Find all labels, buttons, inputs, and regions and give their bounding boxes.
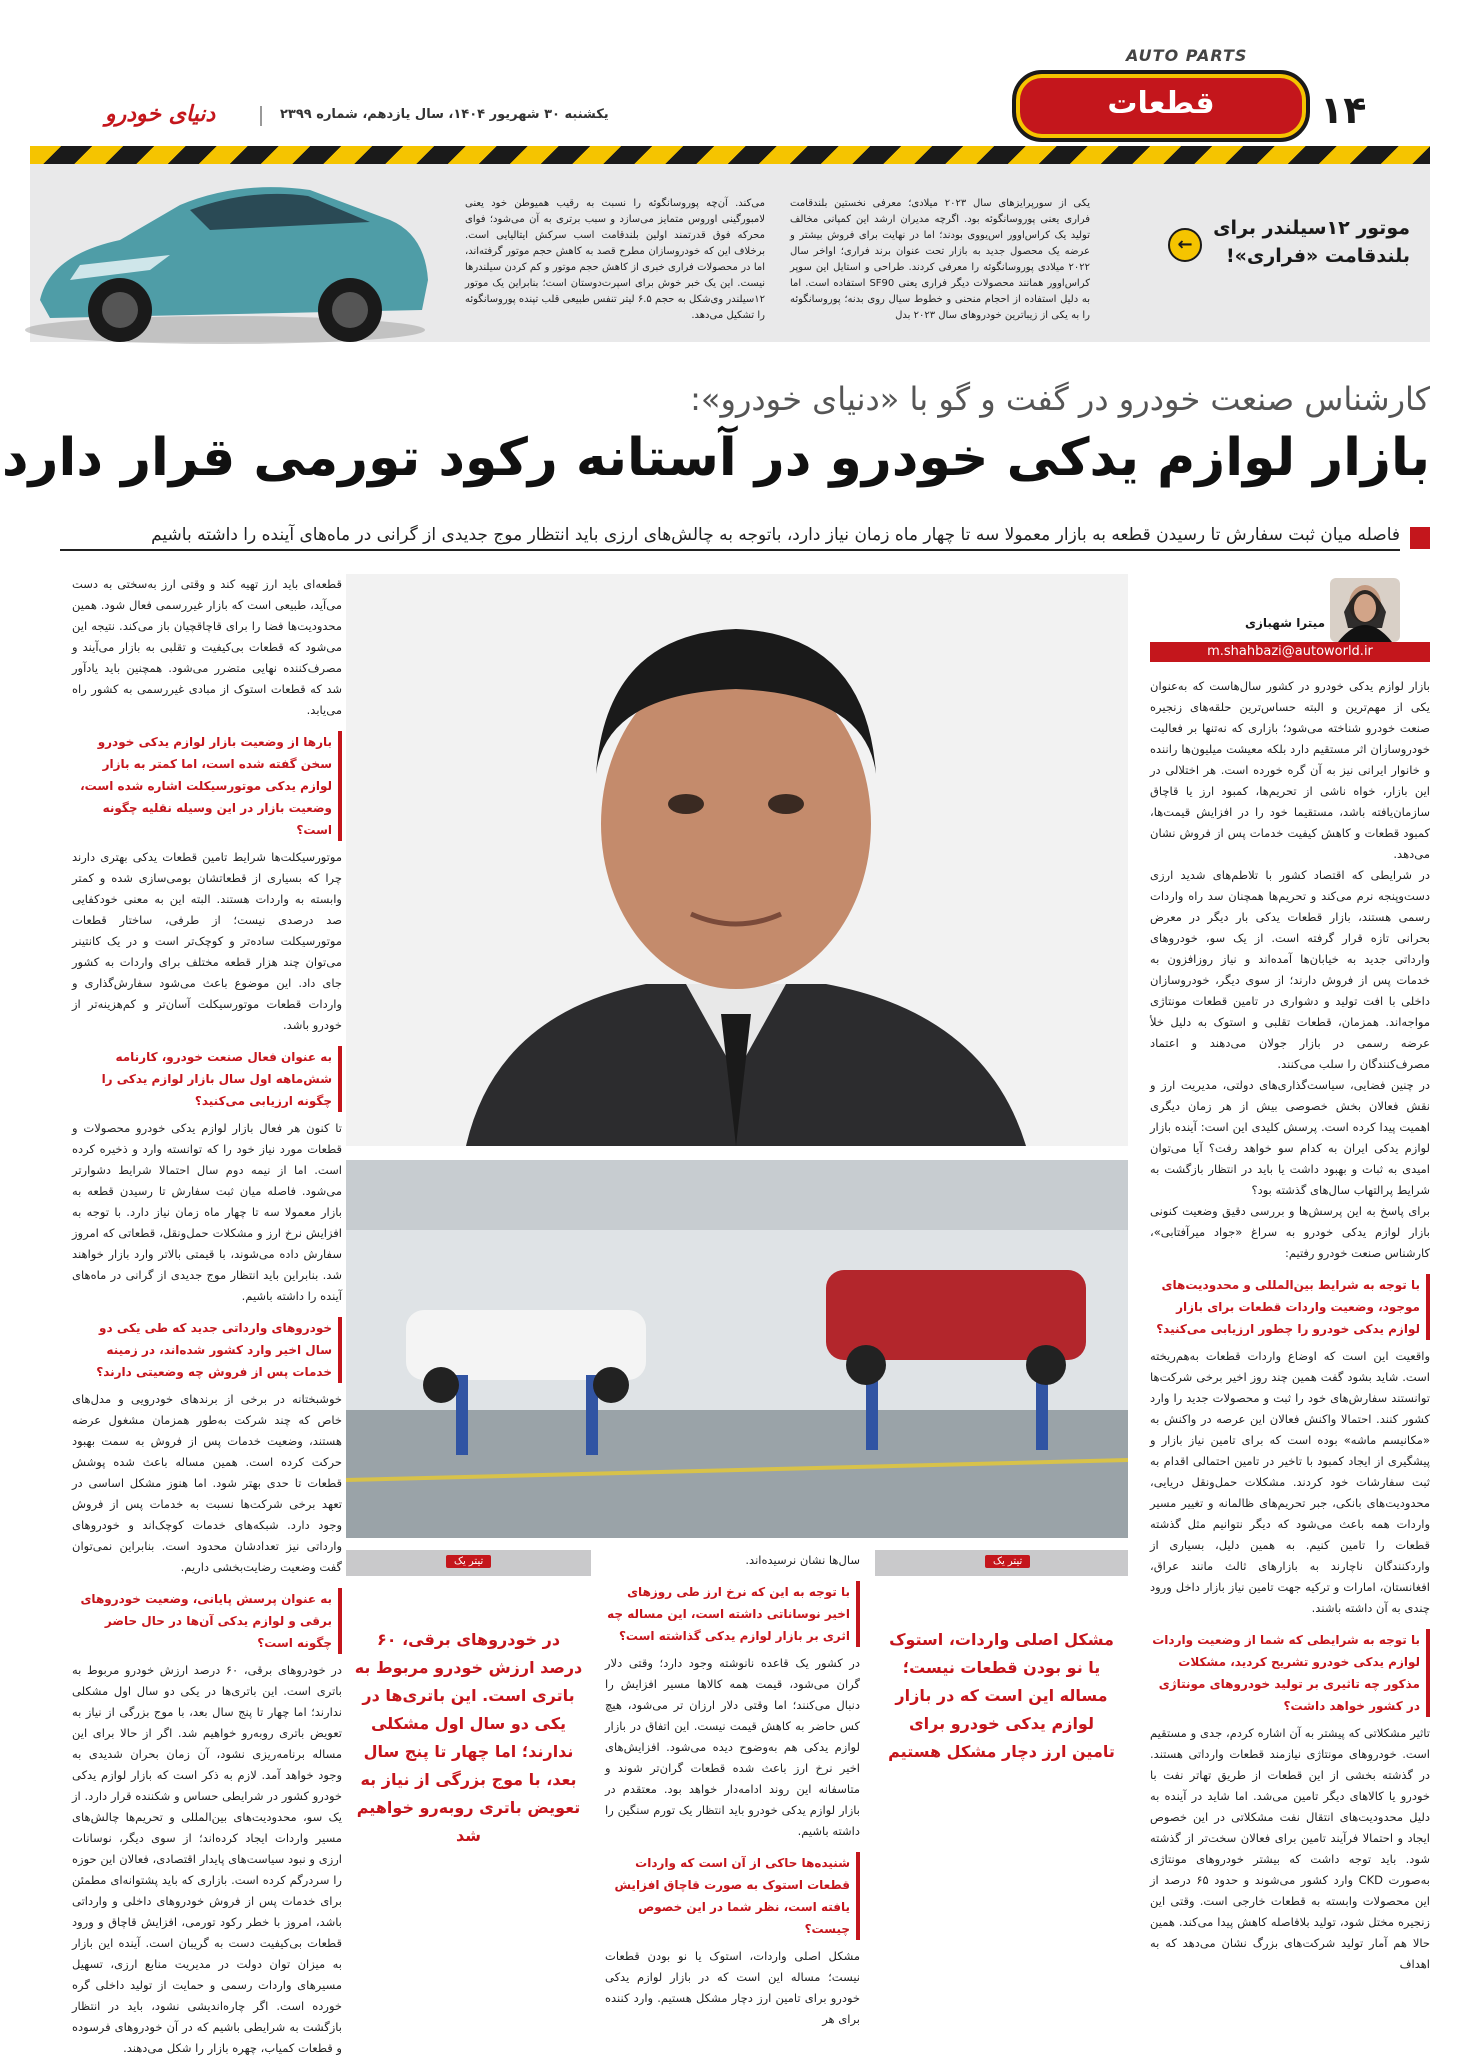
author-avatar [1330, 578, 1400, 642]
paragraph: واقعیت این است که اوضاع واردات قطعات به‌هم‌ریخته است. شاید بشود گفت همین چند روز اخیر برخی شرکت‌ها توانستند سفارش‌های خود را ثبت و محصولات جدید را وارد کشور کنند. احتمالا واکنش فعالان این عرصه در واکنش به «مکانیسم ماشه» بوده است که برای تامین نیاز بازار و پیشگیری از ایجاد کمبود با تاخیر در تامین احتمالی اقدام به ثبت سفارشات خود کردند. مشکلات حمل‌ونقل دریایی، محدودیت‌های بانکی، جبر تحریم‌های ظالمانه و تغییر مسیر واردات همه باعث می‌شود که دیگر نتوانیم مثل گذشته قطعات را تامین کنیم. به همین دلیل، بسیاری از واردکنندگان ناچارند به بازارهای ثالث مانند عراق، افغانستان، امارات و ترکیه جهت تامین نیاز بازار داخل ورود چندی به آن داشته باشند. [1150, 1349, 1430, 1615]
left-column [72, 574, 342, 2055]
paragraph: سال‌ها نشان نرسیده‌اند. [745, 1553, 860, 1567]
right-column [1150, 676, 1430, 1996]
question: به عنوان فعال صنعت خودرو، کارنامه شش‌ماهه اول سال بازار لوازم یدکی را چگونه ارزیابی می‌کنید؟ [72, 1046, 342, 1112]
ferrari-car-image [10, 160, 440, 350]
paragraph: در شرایطی که اقتصاد کشور با تلاطم‌های شدید ارزی دست‌وپنجه نرم می‌کند و تحریم‌ها همچنان سد راه واردات رسمی هستند، بازار قطعات یدکی بار دیگر در معرض بحرانی تازه قرار گرفته است. از یک سو، خودروهای وارداتی جدید به خیابان‌ها آمده‌اند و نیاز روزافزون به خدمات پس از فروش دارند؛ از سوی دیگر، خودروسازان داخلی با افت تولید و دشواری در تامین قطعات مونتاژی مواجه‌اند. همزمان، قطعات تقلبی و استوک به دلیل خلأ عرضه رسمی در بازار جولان می‌دهند و اعتماد مصرف‌کنندگان را سلب می‌کنند. [1150, 868, 1430, 1071]
lead-marker [1410, 527, 1430, 549]
brief-col-2: می‌کند. آن‌چه پوروسانگوئه را نسبت به رقیب همیوطن خود یعنی لامبورگینی اوروس متمایز می‌سازد و سبب برتری به آن می‌شود؛ فوای محرکه فوق قدرتمند اولین بلندقامت اسب سرکش ایتالیایی است. برخلاف این که خودروسازان مطرح قصد به کاهش حجم موتور گرفته‌اند، اما در محصولات فراری خبری از کاهش حجم موتور و کم کردن سیلندرها نیست. این یک خبر خوش برای اسپرت‌دوستان است؛ بنابراین یک موتور ۱۲سیلندر وی‌شکل به حجم ۶.۵ لیتر تنفس طبیعی قلب تپنده پوروسانگوئه را تشکیل می‌دهد. [465, 198, 765, 321]
pullquote-tag-bar [346, 1550, 591, 1576]
question: شنیده‌ها حاکی از آن است که واردات قطعات استوک به صورت قاچاق افزایش یافته است، نظر شما در این خصوص چیست؟ [605, 1852, 860, 1940]
page-number: ۱۴ [1320, 88, 1367, 132]
section-title: قطعات [1107, 86, 1215, 121]
interviewee-photo [346, 574, 1128, 1146]
dateline: یکشنبه ۳۰ شهریور ۱۴۰۴، سال یازدهم، شماره ۲۳۹۹ [280, 107, 609, 122]
article-headline: بازار لوازم یدکی خودرو در آستانه رکود تورمی قرار دارد [1, 428, 1430, 488]
section-badge [1012, 70, 1310, 142]
arrow-left-icon[interactable]: ← [1168, 228, 1202, 262]
author-name: میترا شهبازی [1244, 616, 1325, 630]
paragraph: مشکل اصلی واردات، استوک یا نو بودن قطعات نیست؛ مساله این است که در بازار لوازم یدکی خودرو برای تامین ارز دچار مشکل هستیم. وارد کننده برای هر [605, 1949, 860, 2026]
paragraph: تا کنون هر فعال بازار لوازم یدکی خودرو محصولات و قطعات مورد نیاز خود را که توانسته وارد و ذخیره کرده است. اما از نیمه دوم سال احتمالا شرایط دشوارتر می‌شود. فاصله میان ثبت سفارش تا رسیدن قطعه به بازار معمولا سه تا چهار ماه زمان نیاز دارد. با توجه به افزایش نرخ ارز و مشکلات حمل‌ونقل، قطعاتی که امروز سفارش داده می‌شوند، با قیمتی بالاتر وارد بازار خواهند شد. بنابراین باید انتظار موج جدیدی از گرانی در ماه‌های آینده را داشته باشیم. [72, 1121, 342, 1303]
paragraph: بازار لوازم یدکی خودرو در کشور سال‌هاست که به‌عنوان یکی از مهم‌ترین و البته حساس‌ترین حلقه‌های زنجیره صنعت خودرو شناخته می‌شود؛ بازاری که نه‌تنها بر فعالیت خودروسازان اثر مستقیم دارد بلکه معیشت میلیون‌ها راننده و خانوار ایرانی نیز به آن گره خورده است. هر اختلالی در این بازار، خواه ناشی از تحریم‌ها، کمبود ارز یا قاچاق سازمان‌یافته باشد، مستقیما خود را در افزایش قیمت‌ها، کمبود قطعات و کاهش کیفیت خدمات پس از فروش نشان می‌دهد. [1150, 679, 1430, 861]
site-logo[interactable]: دنیای خودرو [105, 102, 216, 127]
article-kicker: کارشناس صنعت خودرو در گفت و گو با «دنیای خودرو»: [690, 380, 1430, 418]
paragraph: در چنین فضایی، سیاست‌گذاری‌های دولتی، مدیریت ارز و نقش فعالان بخش خصوصی بیش از هر زمان دیگری اهمیت پیدا کرده است. پرسش کلیدی این است: آینده بازار لوازم یدکی ایران به کدام سو خواهد رفت؟ آیا می‌توان امیدی به ثبات و بهبود داشت یا باید در انتظار بازگشت به شرایط پرالتهاب سال‌های گذشته بود؟ [1150, 1078, 1430, 1197]
pullquote-text: مشکل اصلی واردات، استوک یا نو بودن قطعات نیست؛ مساله این است که در بازار لوازم یدکی خودرو برای تامین ارز دچار مشکل هستیم [888, 1630, 1115, 1761]
brief-title: موتور ۱۲سیلندر برای بلندقامت «فراری»! [1213, 217, 1410, 267]
page-header [0, 0, 1465, 346]
pullquote-box-left [346, 1550, 591, 1990]
paragraph: در خودروهای برقی، ۶۰ درصد ارزش خودرو مربوط به باتری است. این باتری‌ها در یکی دو سال اول مشکلی ندارند؛ اما چهار تا پنج سال بعد، با موج بزرگی از نیاز به تعویض باتری روبه‌رو خواهیم شد. اگر از حالا برای این مساله برنامه‌ریزی نشود، آن زمان بحران شدیدی به وجود خواهد آمد. لازم به ذکر است که بازار لوازم یدکی خودرو کشور در شرایطی حساس و شکننده قرار دارد. از یک سو، محدودیت‌های بین‌المللی و تحریم‌ها چالش‌های مسیر واردات ایجاد کرده‌اند؛ از سوی دیگر، نوسانات ارزی و نبود سیاست‌های پایدار اقتصادی، فعالان این حوزه را سردرگم کرده است. بازاری که باید پشتوانه‌ای مطمئن برای خدمات پس از فروش خودروهای داخلی و وارداتی باشد، امروز با خطر رکود تورمی، افزایش قاچاق و ورود قطعات بی‌کیفیت دست به گریبان است. آینده این بازار به میزان توان دولت در مدیریت منابع ارزی، تسهیل مسیرهای واردات رسمی و حمایت از تولید داخلی گره خورده است. اگر چاره‌اندیشی نشود، باید در انتظار بازگشت به شرایطی باشیم که در آن خودروهای فرسوده و قطعات کمیاب، چهره بازار را شکل می‌دهند. [72, 1663, 342, 2055]
question: با توجه به شرایطی که شما از وضعیت واردات لوازم یدکی خودرو تشریح کردید، مشکلات مذکور چه تاثیری بر تولید خودروهای مونتاژی در کشور خواهد داشت؟ [1150, 1629, 1430, 1717]
auto-parts-label: AUTO PARTS [1126, 46, 1248, 65]
divider [260, 106, 262, 126]
author-email[interactable]: m.shahbazi@autoworld.ir [1150, 642, 1430, 662]
pullquote-tag: تیتر یک [985, 1555, 1030, 1568]
paragraph: قطعه‌ای باید ارز تهیه کند و وقتی ارز به‌سختی به دست می‌آید، طبیعی است که بازار غیررسمی فعال شود. همین محدودیت‌ها فضا را برای قاچاقچیان باز می‌کند. نتیجه این می‌شود که قطعات بی‌کیفیت و تقلبی به بازار می‌آیند و مصرف‌کننده نهایی متضرر می‌شود. همچنین باید یادآور شد که قطعات استوک از مبادی غیررسمی به کشور راه می‌یابد. [72, 577, 342, 717]
question: با توجه به شرایط بین‌المللی و محدودیت‌های موجود، وضعیت واردات قطعات برای بازار لوازم یدکی خودرو را چطور ارزیابی می‌کنید؟ [1150, 1274, 1430, 1340]
repair-shop-photo [346, 1160, 1128, 1538]
paragraph: در کشور یک قاعده نانوشته وجود دارد؛ وقتی دلار گران می‌شود، قیمت همه کالاها مسیر افزایش را دنبال می‌کنند؛ اما وقتی دلار ارزان تر می‌شود، هیچ کس حاضر به کاهش قیمت نیست. این اتفاق در بازار لوازم یدکی هم به‌وضوح دیده می‌شود. افزایش‌های اخیر نرخ ارز باعث شده قطعات گران‌تر شوند و متاسفانه این روند ادامه‌دار خواهد بود. معتقدم در بازار لوازم یدکی خودرو باید انتظار یک تورم سنگین را داشته باشیم. [605, 1656, 860, 1838]
paragraph: برای پاسخ به این پرسش‌ها و بررسی دقیق وضعیت کنونی بازار لوازم یدکی خودرو به سراغ «جواد میرآفتابی»، کارشناس صنعت خودرو رفتیم: [1150, 1204, 1430, 1260]
dateline-row [30, 102, 1010, 130]
question: خودروهای وارداتی جدید که طی یکی دو سال اخیر وارد کشور شده‌اند، در زمینه خدمات پس از فروش چه وضعیتی دارند؟ [72, 1317, 342, 1383]
paragraph: خوشبختانه در برخی از برندهای خودرویی و مدل‌های خاص که چند شرکت به‌طور همزمان مشغول عرضه هستند، وضعیت خدمات پس از فروش به سمت بهبود حرکت کرده است. همین مساله باعث شده پوشش قطعات تا حدی بهتر شود. اما هنوز مشکل اساسی در تعهد برخی شرکت‌ها نسبت به خدمات پس از فروش وجود دارد. شبکه‌های خدمات کوچک‌اند و خودروهای وارداتی نیز تعدادشان محدود است. بنابراین نمی‌توان گفت وضعیت رضایت‌بخشی داریم. [72, 1392, 342, 1574]
question: با توجه به این که نرخ ارز طی روزهای اخیر نوساناتی داشته است، این مساله چه اثری بر بازار لوازم یدکی گذاشته است؟ [605, 1581, 860, 1647]
author-box [1150, 578, 1430, 664]
question: به عنوان پرسش پایانی، وضعیت خودروهای برقی و لوازم یدکی آن‌ها در حال حاضر چگونه است؟ [72, 1588, 342, 1654]
pullquote-tag-bar [875, 1550, 1128, 1576]
paragraph: تاثیر مشکلاتی که پیشتر به آن اشاره کردم، جدی و مستقیم است. خودروهای مونتاژی نیازمند قطعات وارداتی هستند. در گذشته بخشی از این قطعات از طریق تهاتر نفت با خودرو یا کالاهای دیگر تامین می‌شد. اما شاید در آینده به دلیل محدودیت‌های انتقال نفت مشکلاتی در این خصوص ایجاد و احتمالا فرآیند تامین برای فعالان سخت‌تر از گذشته شود. باید توجه داشت که بیشتر خودروهای مونتاژی به‌صورت CKD وارد کشور می‌شوند و حدود ۶۵ درصد از این محصولات وابسته به قطعات خارجی است. وقتی این زنجیره مختل شود، تولید بلافاصله کاهش پیدا می‌کند. همین حالا هم آمار تولید شرکت‌های بزرگ نشان می‌دهد که به اهداف [1150, 1726, 1430, 1971]
center-column [605, 1550, 860, 2026]
paragraph: موتورسیکلت‌ها شرایط تامین قطعات یدکی بهتری دارند چرا که بسیاری از قطعاتشان بومی‌سازی شده و کمتر وابسته به واردات هستند. البته این به معنی خودکفایی صد درصدی نیست؛ از طرفی، ساختار قطعات موتورسیکلت ساده‌تر و کوچک‌تر است و در یک کانتینر می‌توان چند هزار قطعه مختلف برای واردات به کشور جای داد. این موضوع باعث می‌شود سفارش‌گذاری و واردات قطعات موتورسیکلت آسان‌تر و کم‌هزینه‌تر از خودرو باشد. [72, 850, 342, 1032]
article-lead: فاصله میان ثبت سفارش تا رسیدن قطعه به بازار معمولا سه تا چهار ماه زمان نیاز دارد، باتوجه به چالش‌های ارزی باید انتظار موج جدیدی از گرانی در ماه‌های آینده را داشته باشیم [60, 525, 1400, 551]
brief-col-1: یکی از سورپرایزهای سال ۲۰۲۳ میلادی؛ معرفی نخستین بلندقامت فراری یعنی پوروسانگوئه بود. اگرچه مدیران ارشد این کمپانی مخالف تولید یک کراس‌اوور اس‌یووی بودند؛ اما در نهایت برای فروش بیشتر و عرضه یک محصول جدید به بازار تحت عنوان برند فراری؛ اواخر سال ۲۰۲۲ میلادی پوروسانگوئه را معرفی کردند. طراحی و استایل این سوپر کراس‌اوور همانند محصولات دیگر فراری یعنی SF90 استفاده است. اما به دلیل استفاده از احجام منحنی و خطوط سیال روی بدنه؛ پوروسانگوئه را به یکی از زیباترین خودروهای سال ۲۰۲۳ بدل [790, 198, 1091, 321]
pullquote-tag: تیتر یک [446, 1555, 491, 1568]
pullquote-text: در خودروهای برقی، ۶۰ درصد ارزش خودرو مربوط به باتری است. این باتری‌ها در یکی دو سال اول مشکلی ندارند؛ اما چهار تا پنج سال بعد، با موج بزرگی از نیاز به تعویض باتری روبه‌رو خواهیم شد [354, 1630, 583, 1845]
question: بارها از وضعیت بازار لوازم یدکی خودرو سخن گفته شده است، اما کمتر به بازار لوازم یدکی موتورسیکلت اشاره شده است، وضعیت بازار در این وسیله نقلیه چگونه است؟ [72, 731, 342, 841]
pullquote-box-right [875, 1550, 1128, 1990]
